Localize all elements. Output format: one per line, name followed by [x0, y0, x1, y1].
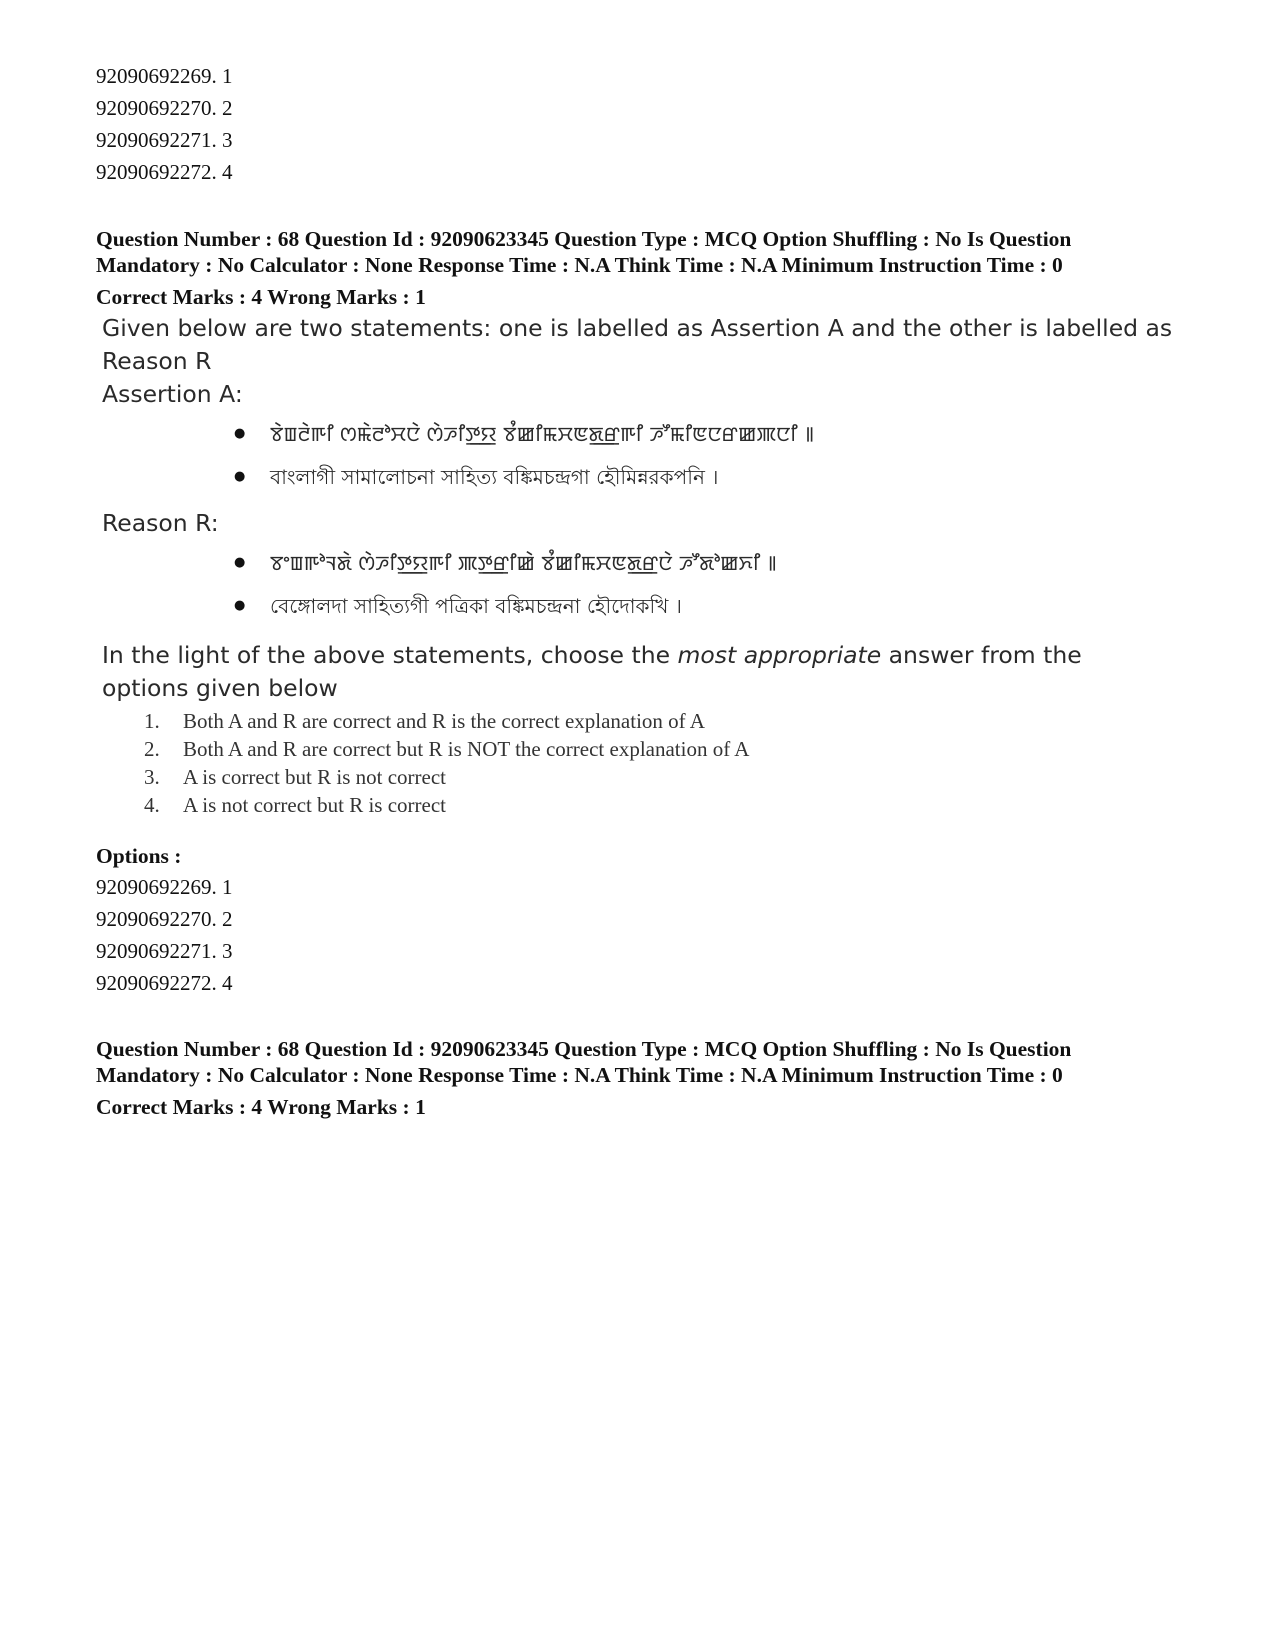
question-intro-line1: Given below are two statements: one is labelled as Assertion A and the other is labelled as: [102, 314, 1173, 342]
question-prompt-line1: In the light of the above statements, choose the most appropriate answer from the: [102, 641, 1082, 669]
question-header: [96, 226, 1176, 310]
reason-meitei-text: ● ꯕꯦꯡꯒꯣꯜꯗꯥ ꯁꯥꯍꯤꯇ꯭ꯌꯒꯤ ꯄꯇ꯭ꯔꯤꯀꯥ ꯕꯪꯀꯤꯃꯆꯟꯗ꯭ꯔꯅꯥ ꯍꯧꯗꯣꯀꯈꯤ ꯫: [234, 550, 1216, 576]
question-header-line1: Question Number : 68 Question Id : 92090623345 Question Type : MCQ Option Shuffling : No Is Question: [96, 227, 1072, 251]
answer-choice: 3. A is correct but R is not correct: [144, 765, 447, 789]
assertion-label: Assertion A:: [102, 380, 243, 408]
option-line: 92090692272. 4: [96, 160, 233, 184]
options-title: Options :: [96, 844, 182, 868]
reason-label: Reason R:: [102, 509, 219, 537]
option-line: 92090692270. 2: [96, 96, 233, 120]
document-page: [96, 60, 1216, 1120]
emphasis-text: most appropriate: [677, 641, 882, 669]
top-options-list: [96, 60, 1216, 188]
option-line: 92090692269. 1: [96, 64, 233, 88]
question-prompt-line2: options given below: [102, 674, 338, 702]
option-line: 92090692271. 3: [96, 939, 233, 963]
option-line: 92090692272. 4: [96, 971, 233, 995]
next-question-header: [96, 1036, 1176, 1120]
next-header-line1: Question Number : 68 Question Id : 92090623345 Question Type : MCQ Option Shuffling : No Is Question: [96, 1037, 1072, 1061]
reason-statements: [96, 550, 1216, 619]
reason-bengali-text: ● বেঙ্গোলদা সাহিত্যগী পত্রিকা বঙ্কিমচন্দ্রনা হৌদোকখি ।: [234, 593, 1216, 619]
option-line: 92090692269. 1: [96, 875, 233, 899]
assertion-meitei-text: ● ꯕꯥꯡꯂꯥꯒꯤ ꯁꯃꯥꯂꯣꯆꯅꯥ ꯁꯥꯍꯤꯇ꯭ꯌ ꯕꯪꯀꯤꯃꯆꯟꯗ꯭ꯔꯒꯤ ꯍꯧꯃꯤꯟꯅꯔꯀꯄꯅꯤ ꯫: [234, 421, 1216, 447]
assertion-statements: [96, 421, 1216, 490]
question-intro-line2: Reason R: [102, 347, 212, 375]
answer-choice: 2. Both A and R are correct but R is NOT the correct explanation of A: [144, 737, 750, 761]
question-body: [96, 312, 1216, 819]
options-list: [96, 871, 1216, 999]
next-question-marks: Correct Marks : 4 Wrong Marks : 1: [96, 1095, 426, 1119]
answer-choices: [96, 707, 1216, 819]
next-header-line2: Mandatory : No Calculator : None Response Time : N.A Think Time : N.A Minimum Instruction Time : 0: [96, 1063, 1063, 1087]
option-line: 92090692271. 3: [96, 128, 233, 152]
answer-choice: 4. A is not correct but R is correct: [144, 793, 447, 817]
answer-choice: 1. Both A and R are correct and R is the correct explanation of A: [144, 709, 705, 733]
question-header-line2: Mandatory : No Calculator : None Response Time : N.A Think Time : N.A Minimum Instruction Time : 0: [96, 253, 1063, 277]
option-line: 92090692270. 2: [96, 907, 233, 931]
assertion-bengali-text: ● বাংলাগী সামালোচনা সাহিত্য বঙ্কিমচন্দ্রগা হৌমিন্নরকপনি ।: [234, 464, 1216, 490]
question-marks: Correct Marks : 4 Wrong Marks : 1: [96, 285, 426, 309]
